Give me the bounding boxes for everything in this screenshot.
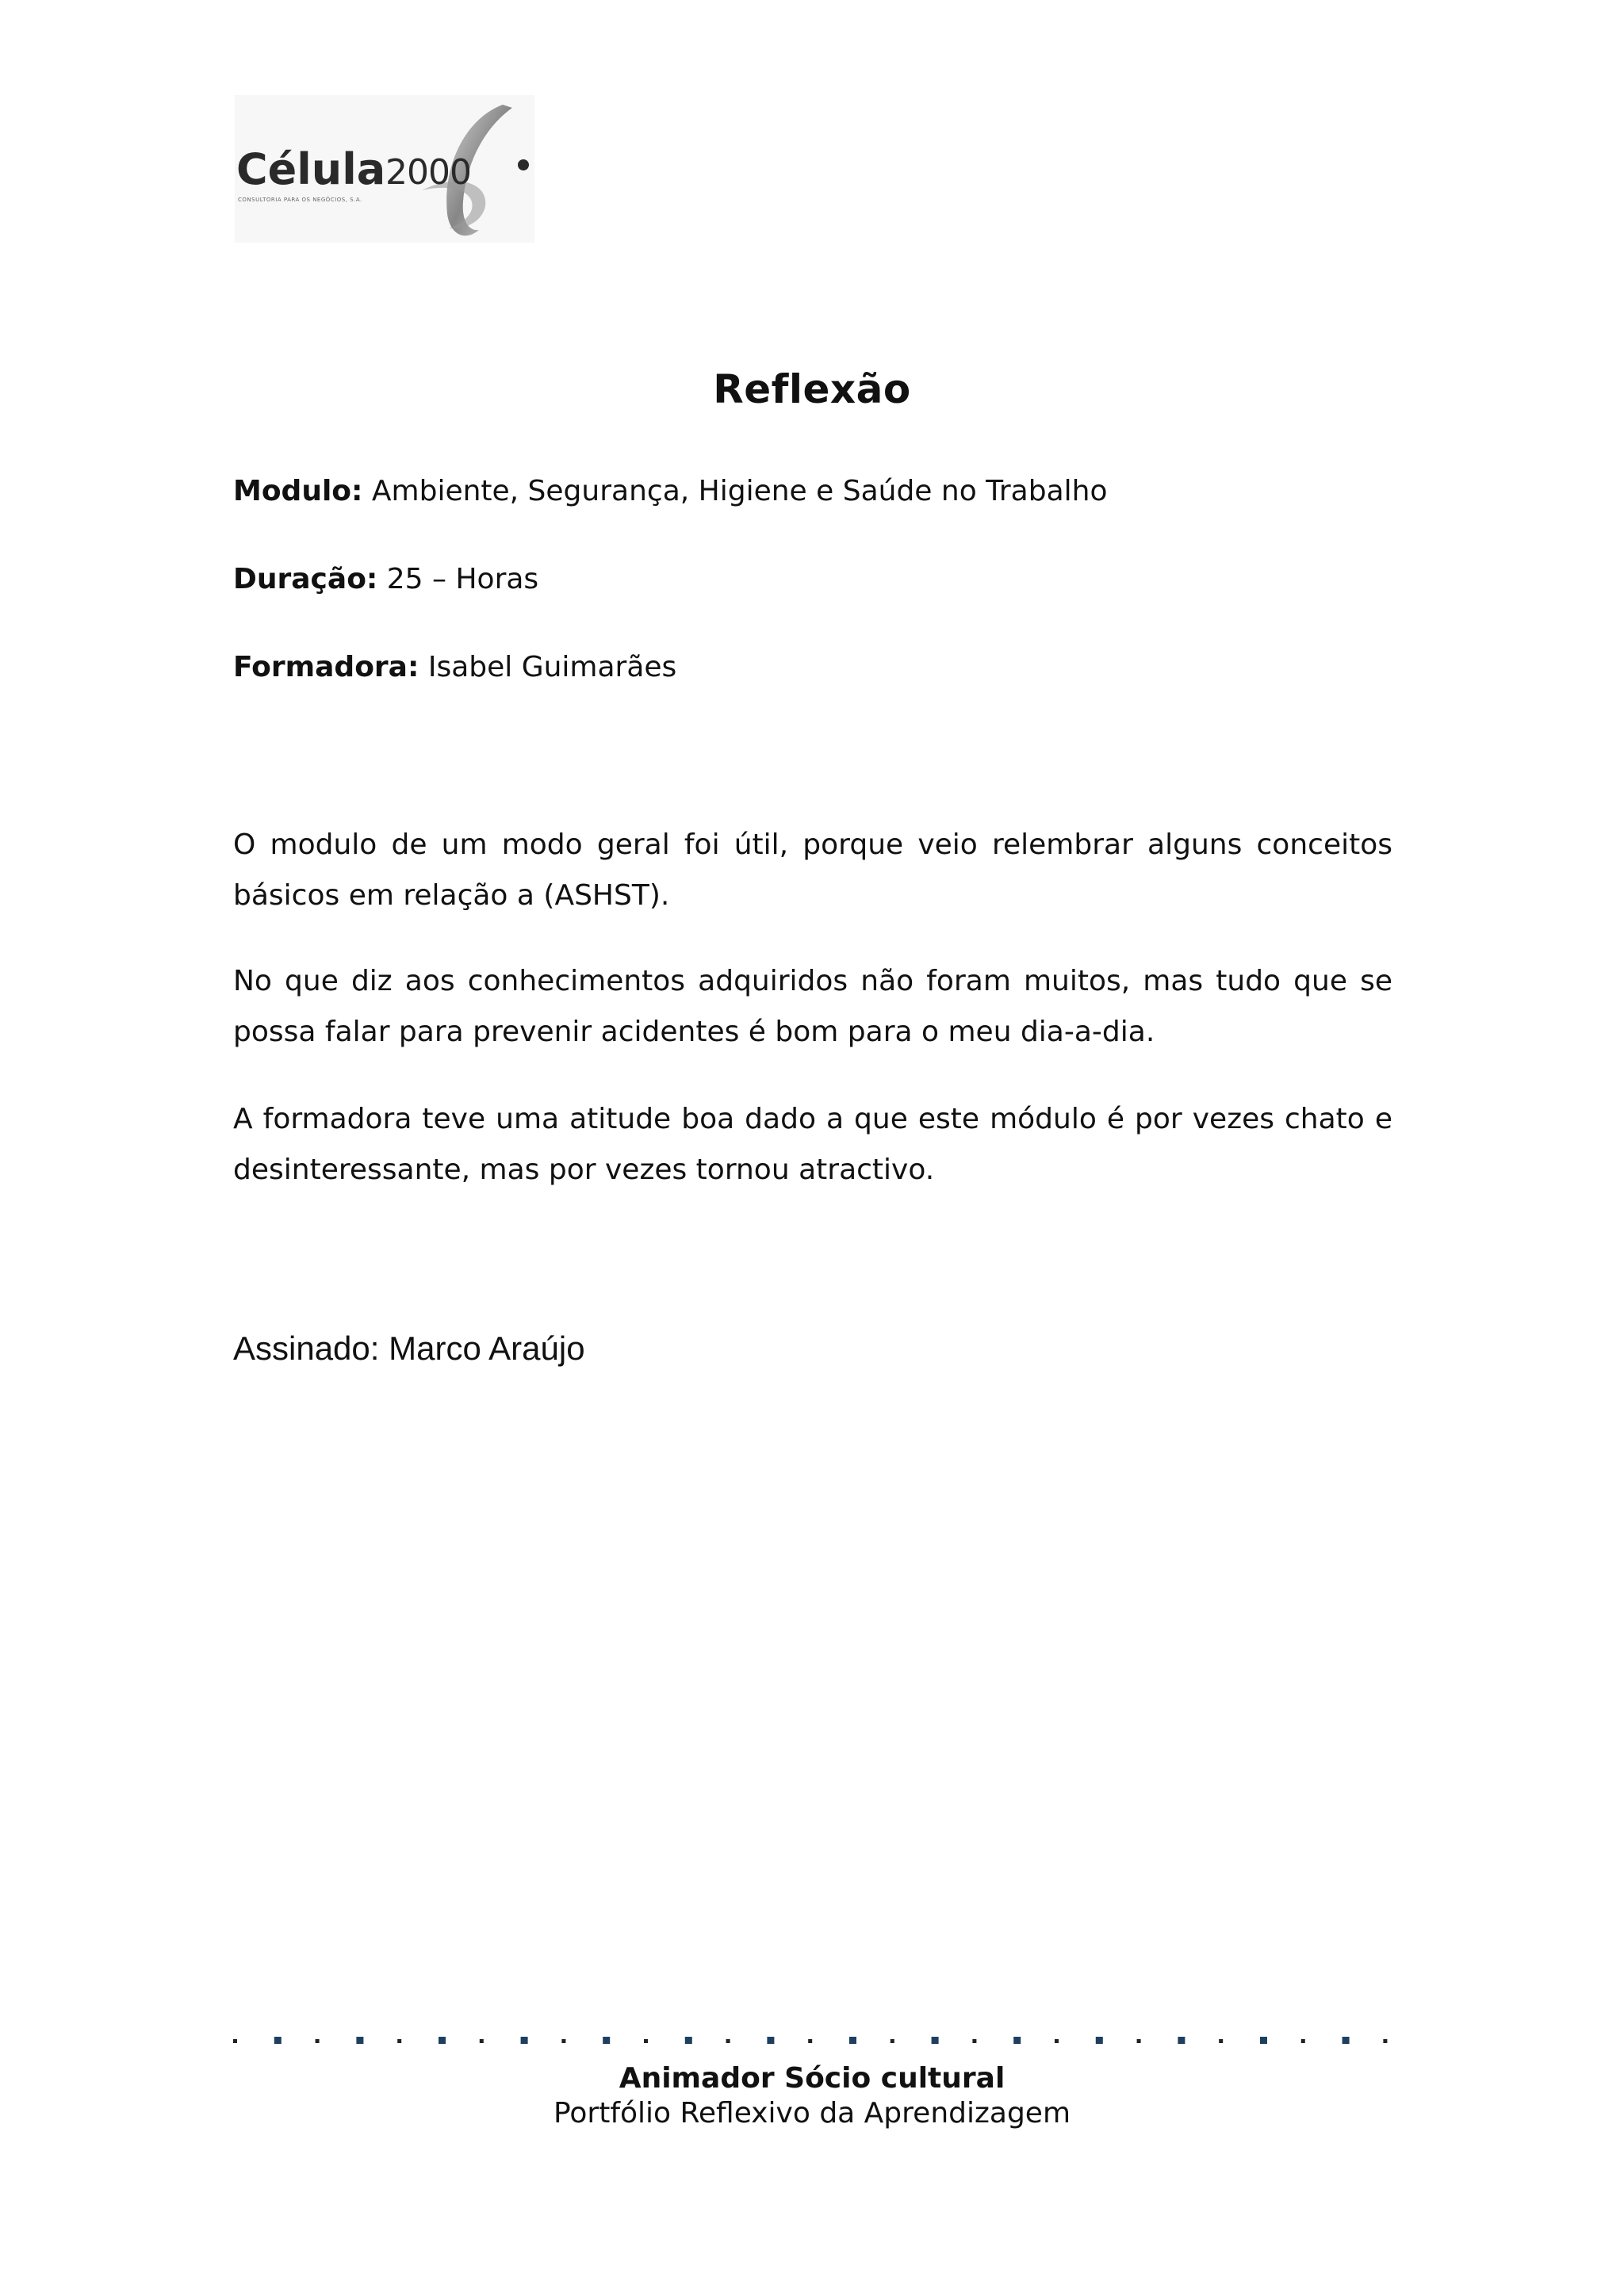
divider-dot [726,2039,730,2043]
divider-dot [1383,2039,1387,2043]
divider-dot [891,2039,894,2043]
divider-dot [1301,2039,1305,2043]
divider-dot [1013,2037,1021,2044]
svg-text:2000: 2000 [385,152,471,193]
divider-dot [1055,2039,1059,2043]
paragraph-3: A formadora teve uma atitude boa dado a que este módulo é por vezes chato e desinteressante, mas por vezes tornou atractivo. [233,1103,1392,1186]
divider-dot [1219,2039,1223,2043]
svg-text:CONSULTORIA PARA OS NEGÓCIOS,: CONSULTORIA PARA OS NEGÓCIOS, S.A. [238,197,362,203]
module-label: Modulo: [233,475,363,507]
company-logo [235,95,534,243]
document-title: Reflexão [713,366,911,412]
divider-dot [397,2039,401,2043]
divider-dot [1178,2037,1185,2044]
divider-dot [439,2037,446,2044]
footer-title: Animador Sócio cultural [619,2062,1005,2095]
divider-dot [808,2039,812,2043]
duration-line [233,562,538,597]
divider-dot [356,2037,363,2044]
paragraph-1: O modulo de um modo geral foi útil, porque veio relembrar alguns conceitos básicos em relação a (ASHST). [233,828,1392,912]
divider-dot [1137,2039,1141,2043]
celula2000-logo-icon [235,95,534,243]
signature: Assinado: Marco Araújo [233,1330,585,1367]
trainer-value: Isabel Guimarães [427,651,677,683]
footer-dotted-divider [233,2034,1399,2045]
paragraph-2: No que diz aos conhecimentos adquiridos não foram muitos, mas tudo que se possa falar para prevenir acidentes é bom para o meu dia-a-dia. [233,965,1392,1048]
trainer-label: Formadora: [233,651,419,683]
duration-label: Duração: [233,563,378,595]
divider-dot [932,2037,939,2044]
divider-dot [1342,2037,1350,2044]
divider-dot [1096,2037,1103,2044]
trainer-line [233,650,676,685]
divider-dot [1260,2037,1267,2044]
duration-value: 25 – Horas [386,563,539,595]
divider-dot [972,2039,976,2043]
divider-dot [849,2037,856,2044]
divider-dot [316,2039,320,2043]
divider-dot [767,2037,774,2044]
module-value: Ambiente, Segurança, Higiene e Saúde no Trabalho [371,475,1108,507]
divider-dot [685,2037,692,2044]
divider-dot [561,2039,565,2043]
footer-subtitle: Portfólio Reflexivo da Aprendizagem [553,2097,1071,2130]
dotted-divider-icon [233,2034,1399,2045]
svg-text:Célula: Célula [236,144,386,194]
divider-dot [644,2039,648,2043]
divider-dot [480,2039,484,2043]
divider-dot [603,2037,610,2044]
module-line [233,474,1108,509]
divider-dot [274,2037,282,2044]
divider-dot [233,2039,237,2043]
divider-dot [521,2037,528,2044]
